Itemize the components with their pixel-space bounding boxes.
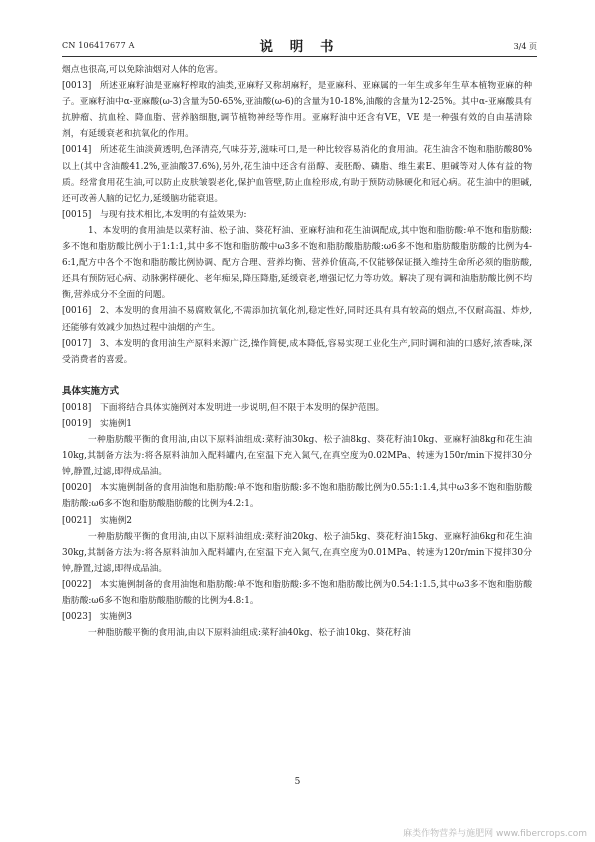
paragraph-text: 本实施例制备的食用油饱和脂肪酸:单不饱和脂肪酸:多不饱和脂肪酸比例为0.55:1:1.4,其中ω3多不饱和脂肪酸脂肪酸:ω6多不饱和脂肪酸脂肪酸的比例为4.2:1。	[62, 483, 532, 510]
paragraph-number: [0014]	[62, 145, 92, 156]
paragraph-group-benefits	[62, 62, 532, 368]
paragraph	[62, 609, 532, 625]
paragraph-number: [0018]	[62, 402, 92, 413]
page-info: 3/4 页	[513, 42, 537, 51]
paragraph	[62, 223, 532, 303]
paragraph-number: [0015]	[62, 209, 92, 220]
paragraph-text: 烟点也很高,可以免除油烟对人体的危害。	[62, 65, 224, 75]
paragraph-text: 一种脂肪酸平衡的食用油,由以下原料油组成:菜籽油30kg、松子油8kg、葵花籽油10kg、亚麻籽油8kg和花生油10kg,其制备方法为:将各原料油加入配料罐内,在室温下充入氮气,在真空度为0.02MPa、转速为150r/min下搅拌30分钟,静置,过滤,即得成品油。	[62, 435, 532, 478]
paragraph-text: 实施例3	[100, 612, 132, 623]
paragraph	[62, 577, 532, 609]
paragraph-text: 一种脂肪酸平衡的食用油,由以下原料油组成:菜籽油40kg、松子油10kg、葵花籽油	[88, 628, 411, 639]
page-number: 5	[294, 777, 301, 787]
paragraph	[62, 529, 532, 577]
paragraph-text: 所述花生油淡黄透明,色泽清亮,气味芬芳,滋味可口,是一种比较容易消化的食用油。花生油含不饱和脂肪酸80%以上(其中含油酸41.2%,亚油酸37.6%),另外,花生油中还含有甾醇、麦胚酚、磷脂、维生素E、胆碱等对人体有益的物质。经常食用花生油,可以防止皮肤皱裂老化,保护血管壁,防止血栓形成,有助于预防动脉硬化和冠心病。花生油中的胆碱,还可改善人脑的记忆力,延缓脑功能衰退。	[62, 145, 532, 204]
paragraph	[62, 303, 532, 335]
paragraph-number: [0022]	[62, 579, 92, 590]
paragraph	[62, 416, 532, 432]
section-title: 具体实施方式	[62, 385, 120, 397]
paragraph	[62, 432, 532, 480]
paragraph-text: 实施例1	[100, 418, 132, 429]
paragraph-text: 3、本发明的食用油生产原料来源广泛,操作简便,成本降低,容易实现工业化生产,同时调和油的口感好,浓香味,深受消费者的喜爱。	[62, 338, 532, 365]
paragraph	[62, 78, 532, 142]
paragraph	[62, 625, 532, 641]
paragraph-text: 1、本发明的食用油是以菜籽油、松子油、葵花籽油、亚麻籽油和花生油调配成,其中饱和脂肪酸:单不饱和脂肪酸:多不饱和脂肪酸比例小于1:1:1,其中多不饱和脂肪酸中ω3多不饱和脂肪酸脂肪酸:ω6多不饱和脂肪酸脂肪酸的比例为4-6:1,配方中各个不饱和脂肪酸比例协调、配方合理、营养均衡、营养价值高,不仅能够保证摄入维持生命所必须的脂肪酸,还具有预防冠心病、动脉粥样硬化、老年痴呆,降压降脂,延缓衰老,增强记忆力等功效。解决了现有调和油脂肪酸比例不均衡,营养成分不全面的问题。	[62, 225, 532, 301]
paragraph-number: [0019]	[62, 418, 92, 429]
document-body	[62, 62, 532, 641]
paragraph-text: 所述亚麻籽油是亚麻籽榨取的油类,亚麻籽又称胡麻籽，是亚麻科、亚麻属的一年生或多年生草本植物亚麻的种子。亚麻籽油中α-亚麻酸(ω-3)含量为50-65%,亚油酸(ω-6)的含量为10-18%,油酸的含量为12-25%。其中α-亚麻酸具有抗肿瘤、抗血栓、降血脂、营养脑细胞,调节植物神经等作用。亚麻籽油中还含有VE，VE 是一种强有效的自由基清除剂，有延缓衰老和抗氧化的作用。	[62, 81, 532, 140]
paragraph	[62, 62, 532, 78]
publication-number: CN 106417677 A	[62, 41, 135, 50]
paragraph	[62, 142, 532, 206]
paragraph-text: 下面将结合具体实施例对本发明进一步说明,但不限于本发明的保护范围。	[100, 402, 385, 413]
paragraph	[62, 400, 532, 416]
paragraph-text: 2、本发明的食用油不易腐败氧化,不需添加抗氧化剂,稳定性好,同时还具有具有较高的烟点,不仅耐高温、炸炒,还能够有效减少加热过程中油烟的产生。	[62, 306, 532, 333]
paragraph-number: [0020]	[62, 483, 92, 494]
paragraph-text: 一种脂肪酸平衡的食用油,由以下原料油组成:菜籽油20kg、松子油5kg、葵花籽油15kg、亚麻籽油6kg和花生油30kg,其制备方法为:将各原料油加入配料罐内,在室温下充入氮气,在真空度为0.01MPa、转速为120r/min下搅拌30分钟,静置,过滤,即得成品油。	[62, 531, 532, 574]
paragraph-number: [0017]	[62, 338, 92, 349]
document-title: 说 明 书	[259, 39, 340, 55]
paragraph-number: [0023]	[62, 612, 92, 623]
paragraph-text: 与现有技术相比,本发明的有益效果为:	[100, 209, 247, 220]
paragraph-text: 本实施例制备的食用油饱和脂肪酸:单不饱和脂肪酸:多不饱和脂肪酸比例为0.54:1:1.5,其中ω3多不饱和脂肪酸脂肪酸:ω6多不饱和脂肪酸脂肪酸的比例为4.8:1。	[62, 579, 532, 606]
paragraph-number: [0021]	[62, 515, 92, 526]
paragraph	[62, 513, 532, 529]
watermark: 麻类作物营养与施肥网 www.fibercrops.com	[403, 829, 587, 839]
header-divider	[62, 56, 537, 57]
paragraph-text: 实施例2	[100, 515, 132, 526]
paragraph	[62, 336, 532, 368]
page-header	[62, 34, 537, 54]
paragraph-number: [0013]	[62, 81, 92, 92]
paragraph-group-embodiments	[62, 400, 532, 641]
paragraph	[62, 480, 532, 512]
paragraph	[62, 207, 532, 223]
paragraph-number: [0016]	[62, 306, 92, 317]
